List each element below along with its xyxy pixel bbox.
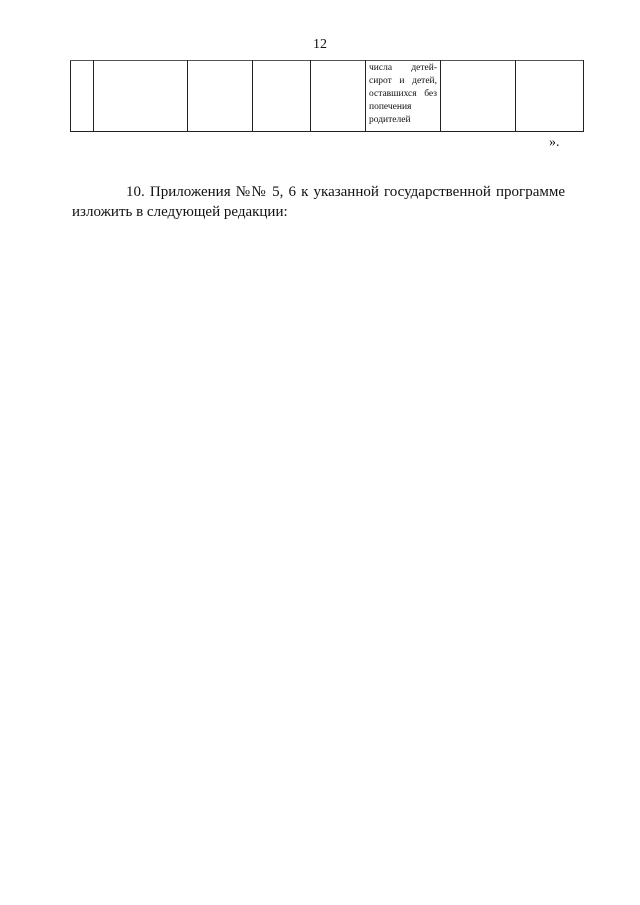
table-cell-description — [366, 61, 441, 132]
description-cell-text: числа детей-сирот и детей, оставшихся без попечения родителей — [369, 63, 437, 125]
table-cell — [71, 61, 94, 132]
table-cell — [516, 61, 584, 132]
table-cell — [311, 61, 366, 132]
closing-quote: ». — [549, 135, 560, 150]
table-cell — [441, 61, 516, 132]
table-cell — [94, 61, 188, 132]
table-cell — [188, 61, 253, 132]
body-paragraph: 10. Приложения №№ 5, 6 к указанной государственной программе изложить в следующей редакции: — [72, 184, 565, 220]
table-cell — [253, 61, 311, 132]
table-fragment — [70, 60, 584, 132]
page-number: 12 — [313, 37, 327, 52]
table-row — [71, 61, 584, 132]
